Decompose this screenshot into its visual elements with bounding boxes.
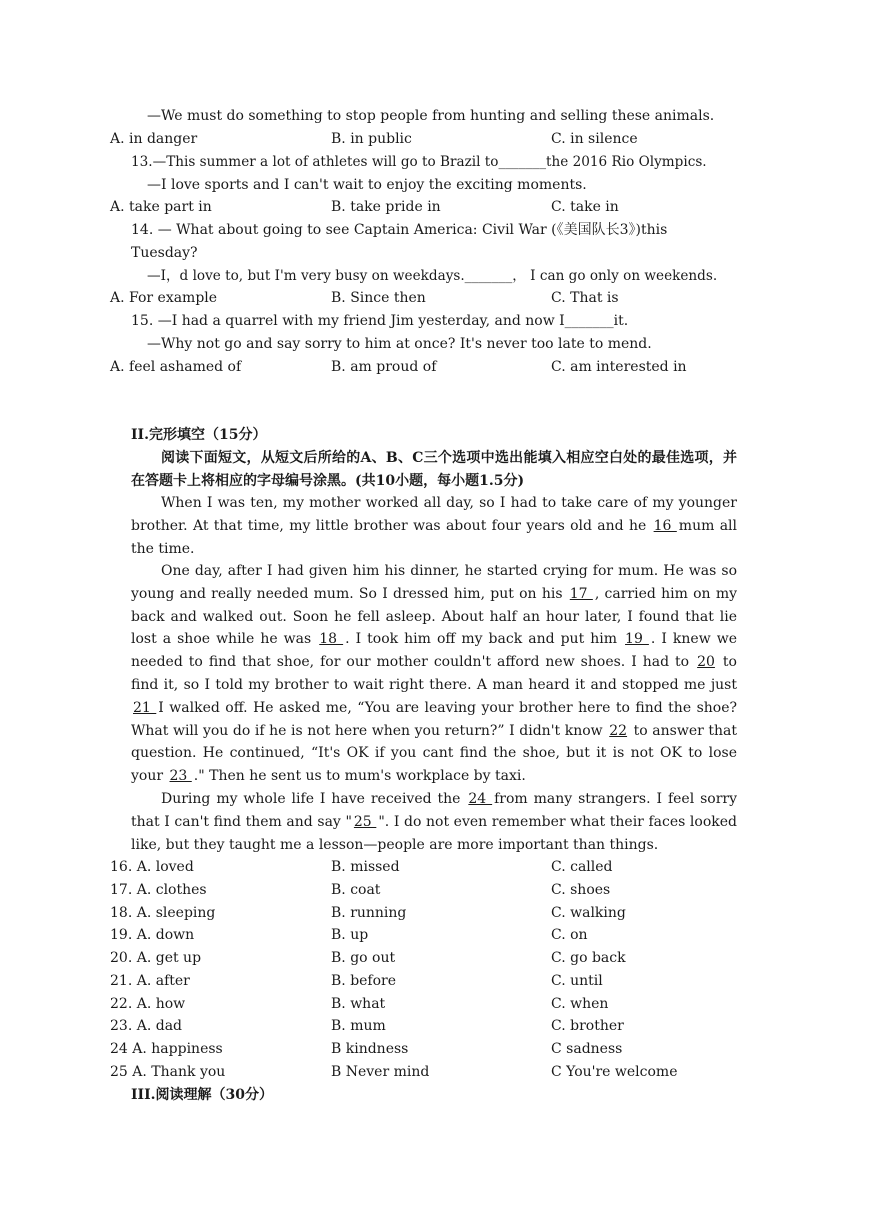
option-23-c: C. brother <box>551 1018 624 1034</box>
q12-option-b: B. in public <box>331 131 412 147</box>
option-24-b: B kindness <box>331 1041 409 1057</box>
option-18-b: B. running <box>331 905 407 921</box>
q13-prompt: 13.—This summer a lot of athletes will go to Brazil to_______the 2016 Rio Olympics. <box>131 154 707 170</box>
option-25-c: C You're welcome <box>551 1064 678 1080</box>
blank-19: 19 <box>625 631 649 648</box>
passage-paragraph-3: During my whole life I have received the 24 from many strangers. I feel sorry that I can't find them and say " 25 ". I do not even remember what their faces looked like, but they taught me a lesson—people are more important than things. <box>131 791 738 853</box>
q13-option-a: A. take part in <box>110 199 212 215</box>
option-20-c: C. go back <box>551 950 626 966</box>
option-20-b: B. go out <box>331 950 396 966</box>
option-23-b: B. mum <box>331 1018 386 1034</box>
option-25-b: B Never mind <box>331 1064 430 1080</box>
q15-option-a: A. feel ashamed of <box>110 359 242 375</box>
q12-option-a: A. in danger <box>110 131 198 147</box>
blank-16: 16 <box>653 517 677 534</box>
option-22-c: C. when <box>551 996 609 1012</box>
section-3-title: III.阅读理解（30分） <box>131 1087 274 1103</box>
option-row-25: 25 A. Thank you <box>110 1064 226 1080</box>
section-2-instructions: 阅读下面短文，从短文后所给的A、B、C三个选项中选出能填入相应空白处的最佳选项，并在答题卡上将相应的字母编号涂黑。(共10小题，每小题1.5分) <box>131 450 737 489</box>
passage-paragraph-1: When I was ten, my mother worked all day, so I had to take care of my younger brother. At that time, my little brother was about four years old and he 16 mum all the time. <box>131 495 738 557</box>
section-2-title: II.完形填空（15分） <box>131 427 267 443</box>
q14-prompt-line2: Tuesday? <box>131 245 198 261</box>
q15-option-b: B. am proud of <box>331 359 437 375</box>
option-16-c: C. called <box>551 859 613 875</box>
q15-prompt: 15. —I had a quarrel with my friend Jim yesterday, and now I_______it. <box>131 313 629 329</box>
blank-21: 21 <box>133 699 157 716</box>
blank-20: 20 <box>697 654 715 671</box>
option-row-18: 18. A. sleeping <box>110 905 216 921</box>
blank-23: 23 <box>169 768 192 785</box>
q13-response: —I love sports and I can't wait to enjoy the exciting moments. <box>147 177 587 193</box>
option-18-c: C. walking <box>551 905 626 921</box>
option-19-b: B. up <box>331 927 369 943</box>
option-row-21: 21. A. after <box>110 973 190 989</box>
option-17-c: C. shoes <box>551 882 611 898</box>
option-24-c: C sadness <box>551 1041 623 1057</box>
passage-paragraph-2: One day, after I had given him his dinner, he started crying for mum. He was so young and really needed mum. So I dressed him, put on his 17 , carried him on my back and walked out. Soon he fell asleep. About half an hour later, I found that lie lost a shoe while he was 18 . I took him off my back and put him 19 . I knew we needed to find that shoe, for our mother couldn't afford new shoes. I had to 20 to find it, so I told my brother to wait right there. A man heard it and stopped me just 21 I walked off. He asked me, “You are leaving your brother here to find the shoe? What will you do if he is not here when you return?” I didn't know 22 to answer that question. He continued, “It's OK if you cant find the shoe, but it is not OK to lose your 23 ." Then he sent us to mum's workplace by taxi. <box>131 563 738 785</box>
option-row-19: 19. A. down <box>110 927 195 943</box>
q13-option-b: B. take pride in <box>331 199 441 215</box>
q14-response: —I，d love to, but I'm very busy on weekdays._______， I can go only on weekends. <box>147 268 718 284</box>
option-19-c: C. on <box>551 927 588 943</box>
blank-17: 17 <box>569 585 593 602</box>
q13-option-c: C. take in <box>551 199 619 215</box>
blank-25: 25 <box>353 813 377 830</box>
option-21-c: C. until <box>551 973 603 989</box>
option-row-23: 23. A. dad <box>110 1018 182 1034</box>
q14-option-c: C. That is <box>551 290 619 306</box>
q14-prompt-line1: 14. — What about going to see Captain America: Civil War (《美国队长3》)this <box>131 222 668 238</box>
option-17-b: B. coat <box>331 882 381 898</box>
q14-option-a: A. For example <box>110 290 218 306</box>
option-16-b: B. missed <box>331 859 400 875</box>
option-row-24: 24 A. happiness <box>110 1041 223 1057</box>
q14-option-b: B. Since then <box>331 290 426 306</box>
blank-22: 22 <box>609 722 628 739</box>
option-row-17: 17. A. clothes <box>110 882 207 898</box>
option-22-b: B. what <box>331 996 386 1012</box>
option-row-16: 16. A. loved <box>110 859 194 875</box>
option-21-b: B. before <box>331 973 397 989</box>
q12-response: —We must do something to stop people from hunting and selling these animals. <box>147 108 715 124</box>
q12-option-c: C. in silence <box>551 131 638 147</box>
blank-18: 18 <box>319 631 344 648</box>
q15-response: —Why not go and say sorry to him at once? It's never too late to mend. <box>147 336 652 352</box>
blank-24: 24 <box>468 791 493 807</box>
q15-option-c: C. am interested in <box>551 359 687 375</box>
option-row-22: 22. A. how <box>110 996 186 1012</box>
option-row-20: 20. A. get up <box>110 950 202 966</box>
